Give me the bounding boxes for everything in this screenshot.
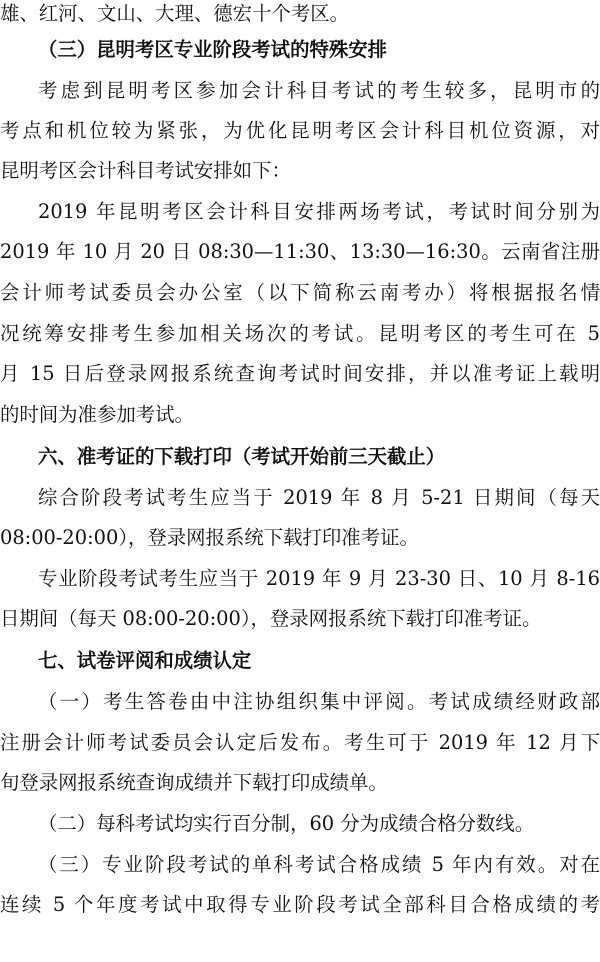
paragraph-line: 专业阶段考试考生应当于 2019 年 9 月 23-30 日、10 月 8-16 [38, 567, 600, 590]
section-heading-admission-ticket: 六、准考证的下载打印（考试开始前三天截止） [38, 445, 446, 468]
section-heading-grading: 七、试卷评阅和成绩认定 [38, 649, 252, 672]
paragraph-line: 注册会计师考试委员会认定后发布。考生可于 2019 年 12 月下 [0, 731, 600, 754]
paragraph-line: （二）每科考试均实行百分制，60 分为成绩合格分数线。 [38, 812, 535, 835]
subsection-heading-kunming: （三）昆明考区专业阶段考试的特殊安排 [38, 38, 388, 61]
paragraph-line: 综合阶段考试考生应当于 2019 年 8 月 5-21 日期间（每天 [38, 486, 600, 509]
paragraph-line: 会计师考试委员会办公室（以下简称云南考办）将根据报名情 [0, 281, 600, 304]
paragraph-line: 况统筹安排考生参加相关场次的考试。昆明考区的考生可在 5 [0, 322, 600, 345]
paragraph-line: 的时间为准参加考试。 [0, 403, 194, 426]
paragraph-line: 日期间（每天 08:00-20:00），登录网报系统下载打印准考证。 [0, 607, 542, 630]
paragraph-line: 2019 年昆明考区会计科目安排两场考试，考试时间分别为 [38, 200, 600, 223]
paragraph-line: （三）专业阶段考试的单科考试合格成绩 5 年内有效。对在 [38, 853, 600, 876]
paragraph-line: 昆明考区会计科目考试安排如下： [0, 159, 291, 182]
paragraph-line: 2019 年 10 月 20 日 08:30—11:30、13:30—16:30。云南省注册 [0, 240, 600, 263]
paragraph-continuation: 雄、红河、文山、大理、德宏十个考区。 [0, 2, 350, 25]
paragraph-line: （一）考生答卷由中注协组织集中评阅。考试成绩经财政部 [38, 690, 600, 713]
paragraph-line: 08:00-20:00），登录网报系统下载打印准考证。 [0, 526, 419, 549]
paragraph-line: 考虑到昆明考区参加会计科目考试的考生较多，昆明市的 [38, 79, 600, 102]
paragraph-line: 旬登录网报系统查询成绩并下载打印成绩单。 [0, 771, 388, 794]
paragraph-line: 连续 5 个年度考试中取得专业阶段考试全部科目合格成绩的考 [0, 893, 600, 916]
paragraph-line: 月 15 日后登录网报系统查询考试时间安排，并以准考证上载明 [0, 362, 600, 385]
paragraph-line: 考点和机位较为紧张，为优化昆明考区会计科目机位资源，对 [0, 119, 600, 142]
